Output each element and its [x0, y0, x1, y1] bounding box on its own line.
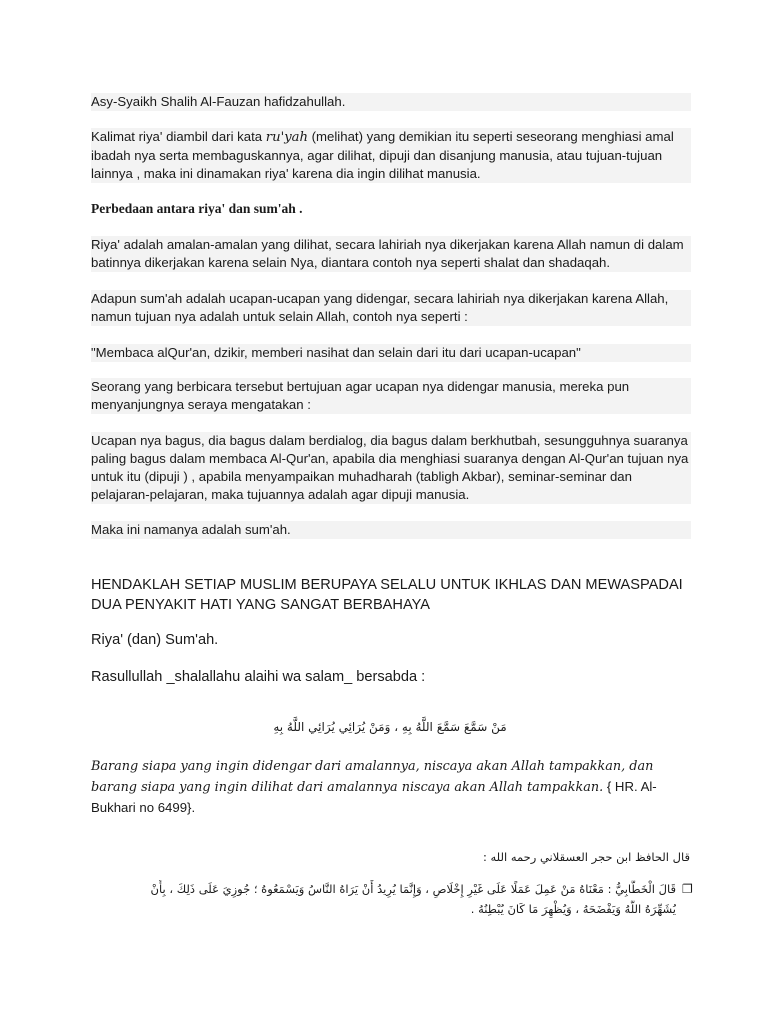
bullet-square-icon: ❐ — [682, 882, 693, 896]
arabic-intro: قال الحافظ ابن حجر العسقلاني رحمه الله : — [482, 850, 690, 864]
hadith-arabic: مَنْ سَمَّعَ سَمَّعَ اللَّهُ بِهِ ، وَمَنْ يُرَائِي يُرَائِي اللَّهُ بِهِ — [273, 720, 507, 734]
hadith-source: { HR. Al-Bukhari no 6499}. — [91, 779, 657, 815]
translation-text: Barang siapa yang ingin didengar dari amalannya, niscaya akan Allah tampakkan, dan barang siapa yang ingin dilihat dari amalannya niscaya akan Allah tampakkan. — [91, 759, 654, 795]
paragraph-praise: Ucapan nya bagus, dia bagus dalam berdialog, dia bagus dalam berkhutbah, sesungguhnya suaranya paling bagus dalam membaca Al-Qur'an, apabila dia menghiasi suaranya dengan Al-Qur'an tujuan nya untuk itu (dipuji ) , apabila menyampaikan muhadharah (tabligh Akbar), seminar-seminar dan pelajaran-pelajaran, maka tujuannya adalah agar dipuji manusia. — [91, 432, 691, 504]
paragraph-speaker: Seorang yang berbicara tersebut bertujuan agar ucapan nya didengar manusia, mereka pun menyanjungnya seraya mengatakan : — [91, 378, 691, 414]
p2-text-b: (melihat) yang demikian itu seperti seseorang menghiasi amal ibadah nya serta membaguskannya, agar dilihat, dipuji dan disanjung manusia, atau tujuan-tujuan lainnya , maka ini dinamakan riya' karena dia ingin dilihat manusia. — [91, 129, 674, 181]
paragraph-examples: "Membaca alQur'an, dzikir, memberi nasihat dan selain dari itu dari ucapan-ucapan" — [91, 344, 691, 362]
p2-text-a: Kalimat riya' diambil dari kata — [91, 129, 266, 144]
riya-sumah-label: Riya' (dan) Sum'ah. — [91, 632, 219, 648]
section-heading-ikhlas: HENDAKLAH SETIAP MUSLIM BERUPAYA SELALU UNTUK IKHLAS DAN MEWASPADAI DUA PENYAKIT HATI YANG SANGAT BERBAHAYA — [91, 577, 683, 613]
section-heading-difference: Perbedaan antara riya' dan sum'ah . — [91, 201, 303, 216]
paragraph-sumah: Adapun sum'ah adalah ucapan-ucapan yang didengar, secara lahiriah nya dikerjakan karena Allah, namun tujuan nya adalah untuk selain Allah, contoh nya seperti : — [91, 290, 691, 326]
rasulullah-line: Rasullullah _shalallahu alaihi wa salam_ bersabda : — [91, 669, 426, 685]
author-line: Asy-Syaikh Shalih Al-Fauzan hafidzahullah. — [91, 93, 691, 111]
arabic-quote-line-1: قَالَ الْخَطَّابِيُّ : مَعْنَاهُ مَنْ عَمِلَ عَمَلًا عَلَى غَيْرِ إِخْلَاصٍ ، وَإِنَّمَا يُرِيدُ أَنْ يَرَاهُ النَّاسُ وَيَسْمَعُوهُ ؛ جُوزِيَ عَلَى ذَلِكَ ، بِأَنْ — [150, 882, 676, 896]
paragraph-riya-definition — [91, 128, 691, 183]
ruyah-word: ru'yah — [265, 130, 308, 145]
hadith-translation — [91, 757, 691, 818]
arabic-quote-line-2: يُشَهِّرَهُ اللَّهُ وَيَفْضَحَهُ ، وَيُظْهِرَ مَا كَانَ يُبْطِنُهُ . — [470, 902, 676, 916]
paragraph-riya: Riya' adalah amalan-amalan yang dilihat, secara lahiriah nya dikerjakan karena Allah namun di dalam batinnya dikerjakan karena selain Nya, diantara contoh nya seperti shalat dan shadaqah. — [91, 236, 691, 272]
paragraph-conclusion: Maka ini namanya adalah sum'ah. — [91, 521, 691, 539]
